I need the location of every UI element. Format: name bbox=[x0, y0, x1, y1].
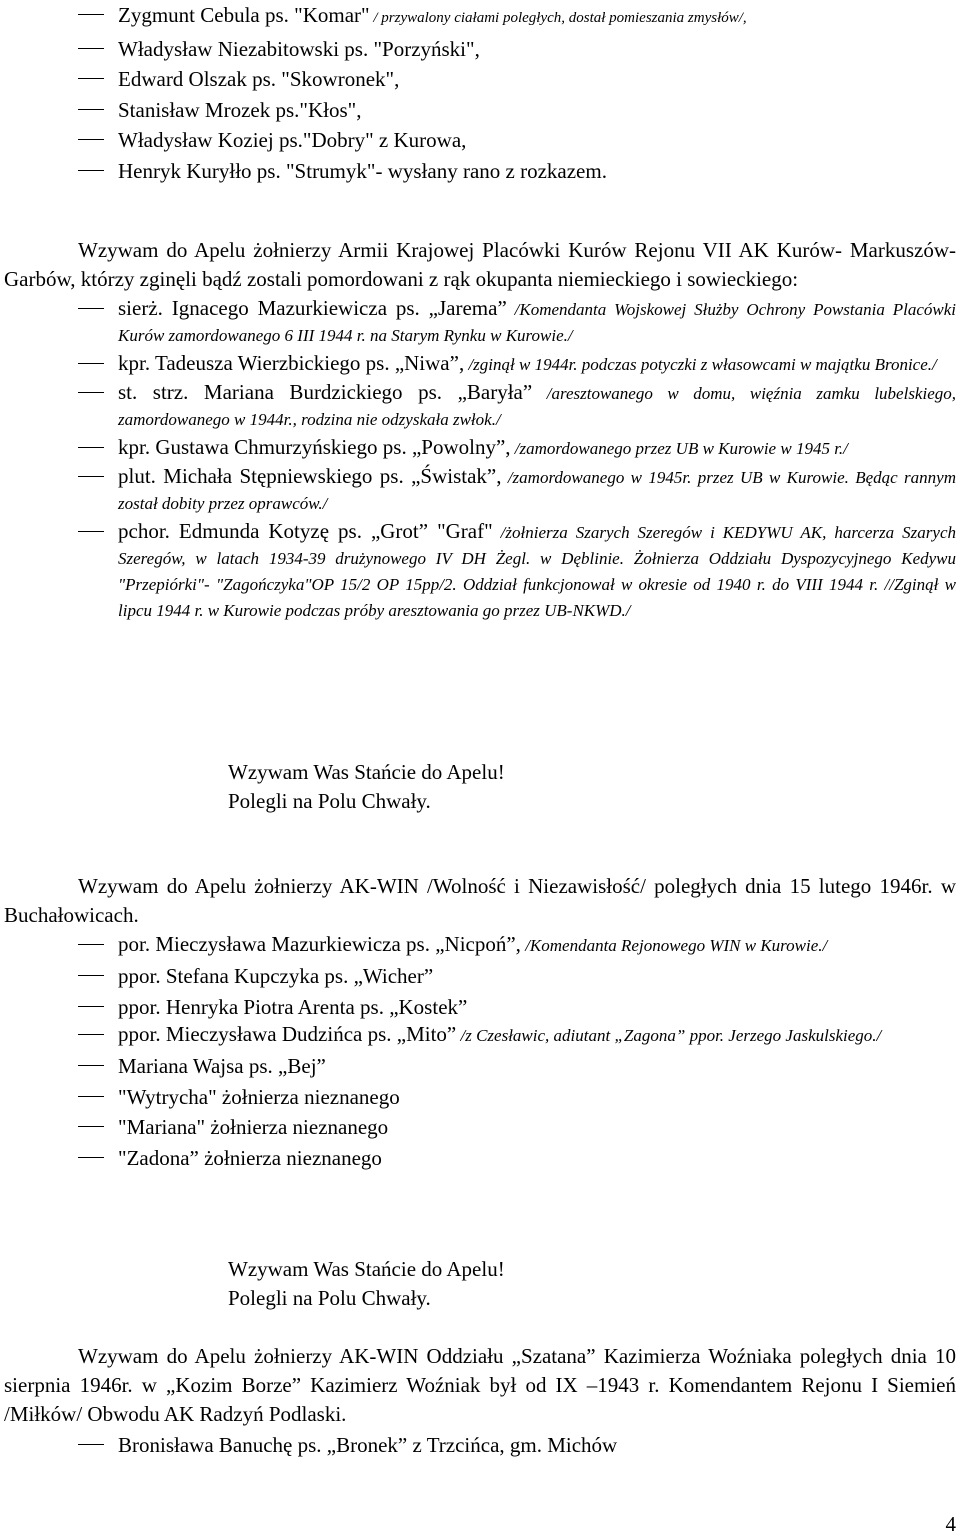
page-number: 4 bbox=[945, 1512, 956, 1536]
item-text: Bronisława Banuchę ps. „Bronek” z Trzcińca, gm. Michów bbox=[118, 1433, 618, 1457]
item-text: pchor. Edmunda Kotyzę ps. „Grot” "Graf" bbox=[118, 519, 493, 543]
list-item bbox=[0, 464, 960, 516]
item-note: /żołnierza Szarych Szeregów i KEDYWU AK, harcerza Szarych Szeregów, w latach 1934-39 drużynowego IV DH Żegl. w Dęblinie. Żołnierza Oddziału Dyspozycyjnego Kedywu "Przepiórki"- "Zagończyka"OP 15/2 OP 15pp/2. Oddział funkcjonował w okresie od 1940 r. do VIII 1944 r. //Zginął w lipcu 1944 r. w Kurowie podczas próby aresztowania go przez UB-NKWD./ bbox=[118, 523, 956, 620]
item-text: kpr. Tadeusza Wierzbickiego ps. „Niwa”, bbox=[118, 351, 465, 375]
item-note: /zginął w 1944r. podczas potyczki z własowcami w majątku Bronice./ bbox=[464, 355, 937, 374]
item-text: por. Mieczysława Mazurkiewicza ps. „Nicpoń”, bbox=[118, 932, 521, 956]
list-item bbox=[0, 156, 960, 187]
fallen-list-section1 bbox=[0, 296, 960, 623]
list-item bbox=[0, 1022, 960, 1048]
list-item bbox=[0, 961, 960, 992]
item-text: st. strz. Mariana Burdzickiego ps. „Baryła” bbox=[118, 380, 533, 404]
item-text: plut. Michała Stępniewskiego ps. „Świstak”, bbox=[118, 464, 502, 488]
list-item bbox=[0, 519, 960, 623]
item-note: /z Czesławic, adiutant „Zagona” ppor. Jerzego Jaskulskiego./ bbox=[456, 1026, 882, 1045]
item-text: "Zadona” żołnierza nieznanego bbox=[118, 1145, 382, 1170]
appeal-call: Wzywam Was Stańcie do Apelu! bbox=[228, 760, 505, 784]
section-intro: Wzywam do Apelu żołnierzy AK-WIN /Wolność i Niezawisłość/ poległych dnia 15 lutego 1946r. w Buchałowicach. bbox=[4, 874, 956, 927]
item-text: sierż. Ignacego Mazurkiewicza ps. „Jarema” bbox=[118, 296, 507, 320]
section-ak-win-buchalowice bbox=[0, 872, 960, 1173]
section-intro: Wzywam do Apelu żołnierzy AK-WIN Oddziału „Szatana” Kazimierza Woźniaka poległych dnia 10 sierpnia 1946r. w „Kozim Borze” Kazimierz Woźniak był od IX –1943 r. Komendantem Rejonu I Siemień /Miłków/ Obwodu AK Radzyń Podlaski. bbox=[4, 1344, 956, 1426]
item-note: /Komendanta Wojskowej Służby Ochrony Powstania Placówki Kurów zamordowanego 6 III 1944 r. na Starym Rynku w Kurowie./ bbox=[118, 300, 956, 345]
list-item bbox=[0, 125, 960, 156]
appeal-response: Polegli na Polu Chwały. bbox=[228, 1286, 431, 1310]
item-text: Mariana Wajsa ps. „Bej” bbox=[118, 1054, 326, 1078]
list-item bbox=[0, 34, 960, 65]
appeal-response: Polegli na Polu Chwały. bbox=[228, 789, 431, 813]
list-item bbox=[0, 932, 960, 958]
list-item bbox=[0, 1143, 960, 1174]
list-item bbox=[0, 95, 960, 126]
item-note: /Komendanta Rejonowego WIN w Kurowie./ bbox=[520, 936, 828, 955]
item-text: ppor. Mieczysława Dudzińca ps. „Mito” bbox=[118, 1022, 457, 1046]
item-note: / przywalony ciałami poległych, dostał pomieszania zmysłów/, bbox=[369, 10, 747, 26]
item-text: Stanisław Mrozek ps."Kłos", bbox=[118, 97, 362, 122]
appeal-block-2 bbox=[0, 1255, 928, 1313]
item-text: Edward Olszak ps. "Skowronek", bbox=[118, 67, 400, 91]
item-note: /zamordowanego w 1945r. przez UB w Kurowie. Będąc rannym został dobity przez oprawców./ bbox=[118, 468, 956, 513]
item-note: /aresztowanego w domu, więźnia zamku lubelskiego, zamordowanego w 1944r., rodzina nie odzyskała zwłok./ bbox=[118, 384, 956, 429]
list-item bbox=[0, 380, 960, 432]
list-item bbox=[0, 1082, 960, 1113]
item-text: kpr. Gustawa Chmurzyńskiego ps. „Powolny”, bbox=[118, 435, 511, 459]
list-item bbox=[0, 435, 960, 461]
item-text: Władysław Koziej ps."Dobry" z Kurowa, bbox=[118, 128, 467, 152]
item-text: "Wytrycha" żołnierza nieznanego bbox=[118, 1084, 400, 1109]
list-item bbox=[0, 0, 960, 34]
list-item bbox=[0, 992, 960, 1023]
section-intro: Wzywam do Apelu żołnierzy Armii Krajowej Placówki Kurów Rejonu VII AK Kurów- Markuszów- Garbów, którzy zginęli bądź zostali pomordowani z rąk okupanta niemieckiego i sowieckiego: bbox=[4, 238, 956, 291]
item-text: ppor. Henryka Piotra Arenta ps. „Kostek” bbox=[118, 994, 468, 1019]
item-text: "Mariana" żołnierza nieznanego bbox=[118, 1115, 389, 1139]
fallen-list-section2 bbox=[0, 932, 960, 1173]
list-item bbox=[0, 64, 960, 95]
appeal-call: Wzywam Was Stańcie do Apelu! bbox=[228, 1257, 505, 1281]
item-text: ppor. Stefana Kupczyka ps. „Wicher” bbox=[118, 964, 434, 988]
item-note: /zamordowanego przez UB w Kurowie w 1945 r./ bbox=[510, 439, 848, 458]
item-text: Władysław Niezabitowski ps. "Porzyński", bbox=[118, 36, 480, 61]
list-item bbox=[0, 1112, 960, 1143]
fallen-list-top bbox=[0, 0, 960, 186]
list-item bbox=[0, 296, 960, 348]
section-ak-kurow bbox=[0, 236, 960, 626]
item-text: Zygmunt Cebula ps. "Komar" bbox=[118, 3, 370, 27]
list-item bbox=[0, 351, 960, 377]
section-szatan-unit bbox=[0, 1342, 960, 1461]
list-item bbox=[0, 1430, 960, 1461]
item-text: Henryk Kuryłło ps. "Strumyk"- wysłany rano z rozkazem. bbox=[118, 158, 607, 183]
appeal-block-1 bbox=[0, 758, 928, 816]
list-item bbox=[0, 1051, 960, 1082]
fallen-list-section3 bbox=[0, 1430, 960, 1461]
